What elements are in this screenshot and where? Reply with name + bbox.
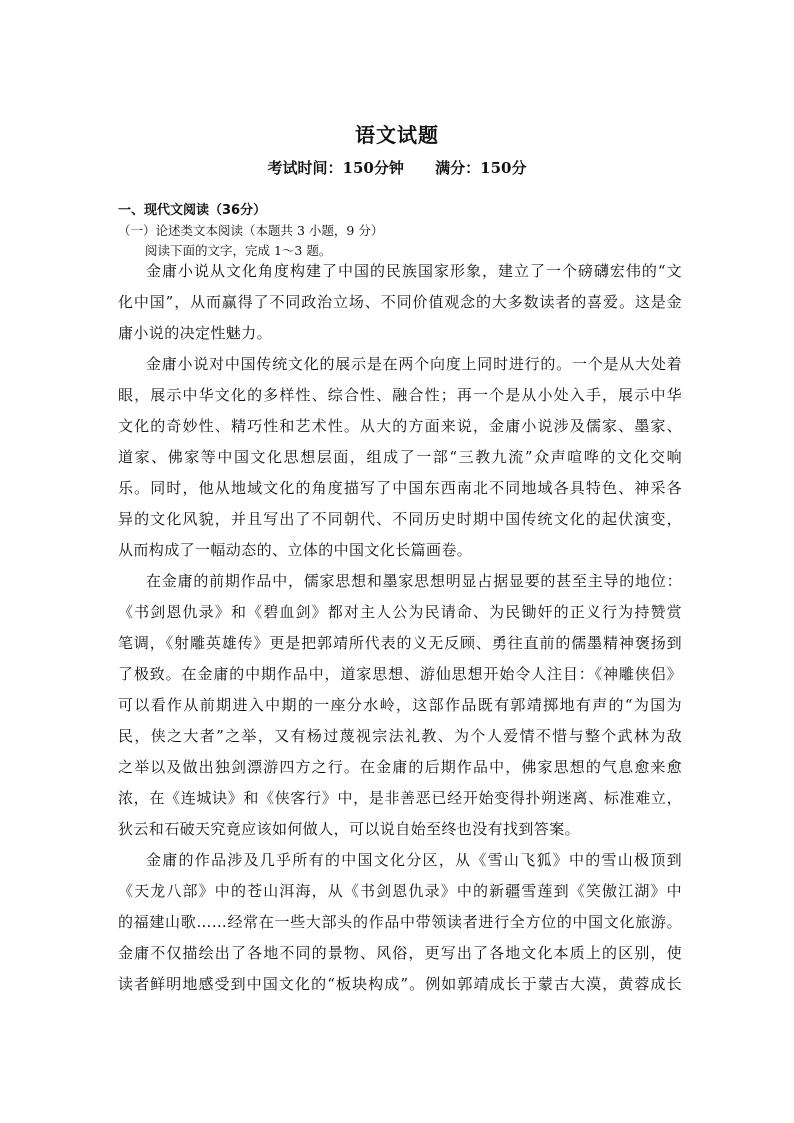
paragraph-line: 了极致。在金庸的中期作品中，道家思想、游仙思想开始令人注目：《神雕侠侣》 [118, 665, 682, 683]
paragraph-line: 庸小说的决定性魅力。 [118, 324, 273, 342]
paragraph-line: 文化的奇妙性、精巧性和艺术性。从大的方面来说，金庸小说涉及儒家、墨家、 [118, 417, 682, 435]
paragraph-line: 读者鲜明地感受到中国文化的“板块构成”。例如郭靖成长于蒙古大漠，黄蓉成长 [118, 975, 682, 993]
paragraph-line: 眼，展示中华文化的多样性、综合性、融合性；再一个是从小处入手，展示中华 [118, 386, 682, 404]
reading-passage [118, 256, 682, 1000]
paragraph-line: 浓，在《连城诀》和《侠客行》中，是非善恶已经开始变得扑朔迷离、标准难立， [118, 789, 682, 807]
paragraph-line: 之举以及做出独剑漂游四方之行。在金庸的后期作品中，佛家思想的气息愈来愈 [118, 758, 682, 776]
paragraph-line: 金庸小说对中国传统文化的展示是在两个向度上同时进行的。一个是从大处着 [146, 355, 682, 373]
passage-paragraph-4 [118, 845, 682, 1000]
paragraph-line: 乐。同时，他从地域文化的角度描写了中国东西南北不同地域各具特色、神采各 [118, 479, 682, 497]
paragraph-line: 的福建山歌……经常在一些大部头的作品中带领读者进行全方位的中国文化旅游。 [118, 913, 682, 931]
section-heading: 一、现代文阅读（36分） [118, 203, 267, 218]
reading-instruction: 阅读下面的文字，完成 1～3 题。 [145, 243, 332, 258]
paragraph-line: 狄云和石破天究竟应该如何做人，可以说自始至终也没有找到答案。 [118, 820, 581, 838]
paragraph-line: 异的文化风貌，并且写出了不同朝代、不同历史时期中国传统文化的起伏演变， [118, 510, 682, 528]
paragraph-line: 民，侠之大者”之举，又有杨过蔑视宗法礼教、为个人爱情不惜与整个武林为敌 [118, 727, 682, 745]
paragraph-line: 道家、佛家等中国文化思想层面，组成了一部“三教九流”众声喧哗的文化交响 [118, 448, 682, 466]
paragraph-line: 《天龙八部》中的苍山洱海，从《书剑恩仇录》中的新疆雪莲到《笑傲江湖》中 [118, 882, 682, 900]
paragraph-line: 在金庸的前期作品中，儒家思想和墨家思想明显占据显要的甚至主导的地位： [146, 572, 682, 590]
paragraph-line: 金庸不仅描绘出了各地不同的景物、风俗，更写出了各地文化本质上的区别，使 [118, 944, 682, 962]
paragraph-line: 金庸小说从文化角度构建了中国的民族国家形象，建立了一个磅礴宏伟的“文 [146, 262, 682, 280]
subsection-heading: （一）论述类文本阅读（本题共 3 小题，9 分） [118, 223, 384, 238]
paragraph-line: 《书剑恩仇录》和《碧血剑》都对主人公为民请命、为民锄奸的正义行为持赞赏 [118, 603, 682, 621]
paragraph-line: 笔调，《射雕英雄传》更是把郭靖所代表的义无反顾、勇往直前的儒墨精神褒扬到 [118, 634, 682, 652]
passage-paragraph-1 [118, 256, 682, 349]
exam-title: 语文试题 [355, 123, 439, 147]
exam-time-and-score: 考试时间：150分钟 满分：150分 [267, 159, 527, 177]
paragraph-line: 金庸的作品涉及几乎所有的中国文化分区，从《雪山飞狐》中的雪山极顶到 [146, 851, 682, 869]
paragraph-line: 从而构成了一幅动态的、立体的中国文化长篇画卷。 [118, 541, 473, 559]
passage-paragraph-3 [118, 566, 682, 845]
paragraph-line: 化中国”，从而赢得了不同政治立场、不同价值观念的大多数读者的喜爱。这是金 [118, 293, 682, 311]
passage-paragraph-2 [118, 349, 682, 566]
paragraph-line: 可以看作从前期进入中期的一座分水岭，这部作品既有郭靖掷地有声的“为国为 [118, 696, 682, 714]
